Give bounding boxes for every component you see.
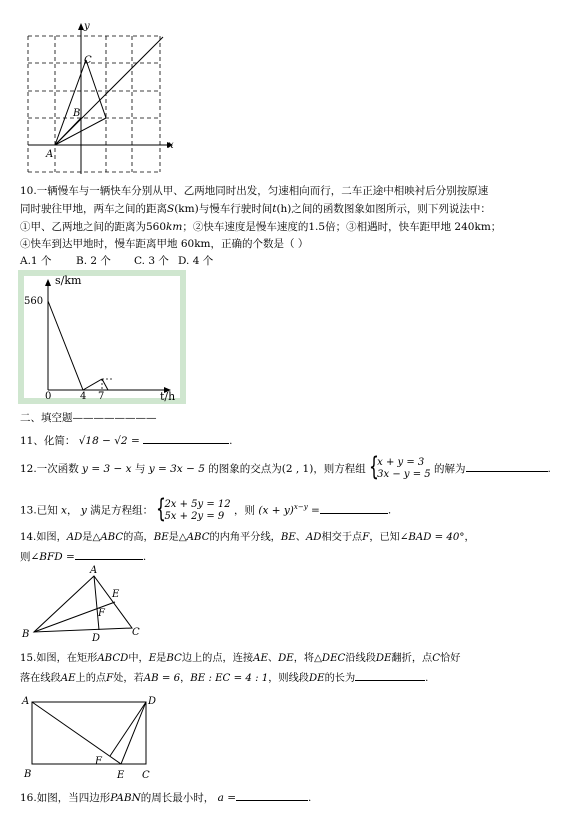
q12-answer-blank[interactable] xyxy=(466,460,548,472)
q14-answer-blank[interactable] xyxy=(75,548,143,560)
q10-ylabel: s/km xyxy=(55,274,82,287)
section-fill-blank-heading: 二、填空题———————— xyxy=(20,412,157,424)
q10-line1: 10.一辆慢车与一辆快车分别从甲、乙两地同时出发，匀速相向而行，二车正途中相映衬后分别按原速 xyxy=(20,185,489,197)
q15-label-E: E xyxy=(117,770,125,781)
q15-label-D: D xyxy=(148,696,157,707)
q13-equation-system: { 2x + 5y = 12 5x + 2y = 9 xyxy=(156,493,231,524)
q13-answer-blank[interactable] xyxy=(320,502,388,514)
q15-answer-blank[interactable] xyxy=(355,669,425,681)
q15-rectangle-figure xyxy=(20,692,160,782)
q9-label-B: B xyxy=(73,108,81,119)
q11-answer-blank[interactable] xyxy=(143,432,229,444)
q9-label-y: y xyxy=(84,21,90,32)
q10-option-c: C. 3 个 xyxy=(134,255,169,267)
q14-label-A: A xyxy=(90,565,98,576)
q10-option-b: B. 2 个 xyxy=(76,255,111,267)
q14-line1: 14.如图，AD是△ABC的高，BE是△ABC的内角平分线，BE、AD相交于点F，已知∠BAD = 40°， xyxy=(20,532,475,543)
q14-label-E: E xyxy=(112,589,120,600)
q9-label-x: x xyxy=(168,140,174,151)
q10-tick-4: 4 xyxy=(80,391,87,402)
q15-label-C: C xyxy=(142,770,150,781)
q14-label-C: C xyxy=(132,627,140,638)
q11-line: 11、化简： √18 − √2 = . xyxy=(20,432,232,448)
q12-line: 12.一次函数 y = 3 − x 与 y = 3x − 5 的图象的交点为(2 , 1)，则方程组 { x + y = 3 3x − y = 5 的解为 . xyxy=(20,452,551,482)
q10-xlabel: t/h xyxy=(160,390,176,403)
q15-line2: 落在线段AE上的点F处，若AB = 6，BE : EC = 4 : 1，则线段DE的长为 . xyxy=(20,669,428,686)
q15-label-F: F xyxy=(95,756,102,767)
q10-tick-7: 7 xyxy=(98,391,105,402)
q16-line: 16.如图，当四边形PABN的周长最小时， a = . xyxy=(20,789,311,805)
q9-label-A: A xyxy=(46,149,54,160)
q15-label-A: A xyxy=(22,696,30,707)
q10-option-a: A.1 个 xyxy=(20,255,52,267)
q10-line4: ④快车到达甲地时，慢车距离甲地 60km，正确的个数是（ ） xyxy=(20,238,309,250)
q16-answer-blank[interactable] xyxy=(236,789,308,801)
q15-label-B: B xyxy=(24,769,32,780)
q14-label-B: B xyxy=(22,629,30,640)
q10-option-d: D. 4 个 xyxy=(178,255,214,267)
q12-equation-system: { x + y = 3 3x − y = 5 xyxy=(369,452,431,482)
q13-line: 13.已知 x， y 满足方程组： { 2x + 5y = 12 5x + 2y = 9 ，则 $(x + y)^{x-y}$ = . xyxy=(20,493,392,524)
q10-tick-0: 0 xyxy=(45,391,52,402)
q9-label-C: C xyxy=(84,55,92,66)
q10-line3: ①甲、乙两地之间的距离为560km；②快车速度是慢车速度的1.5倍；③相遇时，快车距甲地 240km； xyxy=(20,221,502,233)
q10-tick-560: 560 xyxy=(24,296,44,307)
q10-distance-time-graph xyxy=(18,270,186,404)
q15-line1: 15.如图，在矩形ABCD中，E是BC边上的点，连接AE、DE，将△DEC沿线段DE翻折，点C恰好 xyxy=(20,653,461,664)
q14-label-D: D xyxy=(92,633,101,644)
q10-line2: 同时驶往甲地，两车之间的距离S(km)与慢车行驶时间t(h)之间的函数图象如图所示，则下列说法中： xyxy=(20,203,491,215)
q14-label-F: F xyxy=(98,608,105,619)
q14-line2: 则∠BFD = . xyxy=(20,548,146,564)
